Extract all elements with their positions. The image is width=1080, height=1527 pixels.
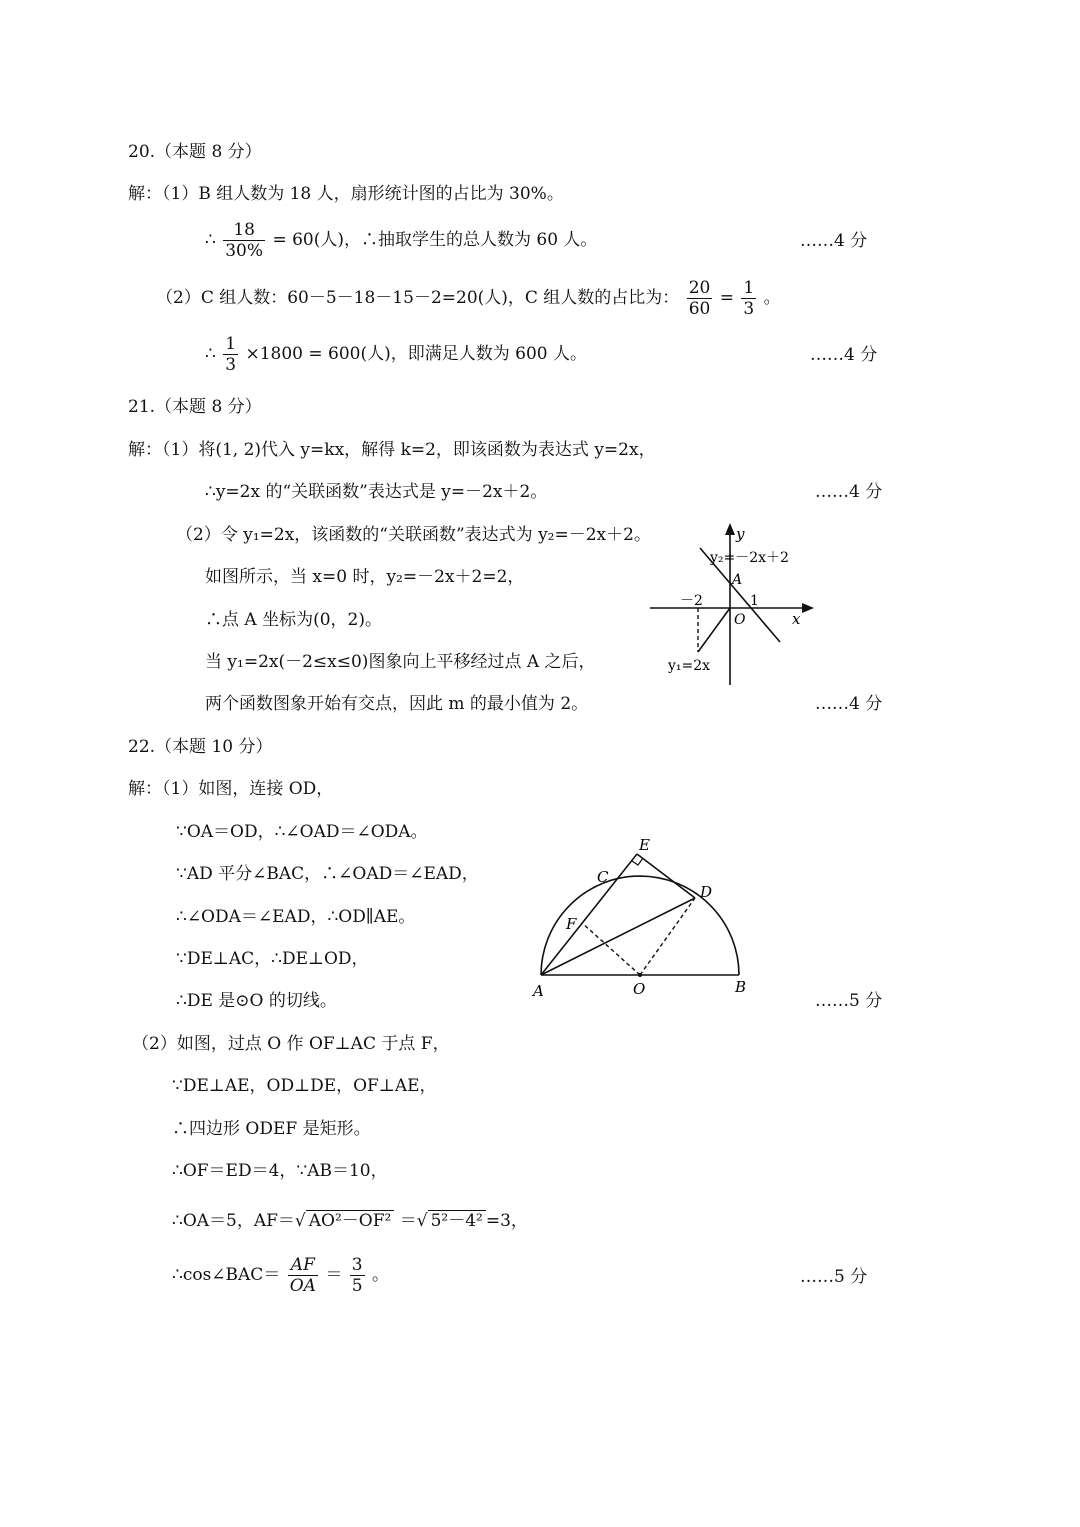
fraction-numerator: 1 [743,278,755,298]
fraction [288,1255,318,1296]
q22-score-2: ……5 分 [800,1267,868,1287]
equals: ＝ [325,1265,343,1285]
label-x: x [792,610,801,628]
dashed-OF [582,923,640,975]
sqrt-sign: √ [294,1211,306,1231]
fraction-numerator: AF [288,1255,318,1276]
line-y1 [698,608,730,652]
label-B: B [735,978,747,996]
period: 。 [372,1265,389,1285]
line-AE [541,854,637,975]
label-1: 1 [750,593,759,609]
label-y: y [736,525,745,543]
fraction-denominator: OA [289,1276,316,1296]
label-y1: y₁=2x [668,658,711,674]
label-O: O [734,612,746,628]
point-O [638,973,642,977]
q20-line4 [205,334,587,375]
q22-line7: （2）如图，过点 O 作 OF⊥AC 于点 F， [132,1034,450,1054]
q20-line3 [156,278,781,319]
q22-line12 [172,1255,389,1296]
line-AD [541,898,695,975]
q20-line2-text: = 60(人)，∴抽取学生的总人数为 60 人。 [272,230,598,250]
label-A: A [533,982,544,1000]
q22-heading: 22.（本题 10 分） [128,737,273,757]
q20-score-2: ……4 分 [810,345,878,365]
q21-score-2: ……4 分 [815,694,883,714]
therefore: ∴ [205,230,216,250]
q20-line2 [205,220,597,261]
label-A: A [732,572,743,588]
q20-line3-text: （2）C 组人数：60－5－18－15－2=20(人)，C 组人数的占比为： [156,288,680,308]
q22-score-1: ……5 分 [815,991,883,1011]
radicand: AO²－OF² [306,1210,395,1231]
q22-line11-text: ∴OA＝5，AF＝ [172,1211,295,1231]
q21-line6: 当 y₁=2x(－2≤x≤0)图象向上平移经过点 A 之后， [205,652,596,672]
q21-line3: （2）令 y₁=2x，该函数的“关联函数”表达式为 y₂=－2x＋2。 [176,525,651,545]
fraction-numerator: 20 [688,278,711,298]
fraction-denominator: 3 [743,299,755,319]
q22-line1: 解：（1）如图，连接 OD， [128,779,334,799]
q22-line6: ∴DE 是⊙O 的切线。 [176,991,337,1011]
fraction-denominator: 3 [225,355,237,375]
q22-line11-result: =3， [485,1211,528,1231]
q22-geometry-figure [525,830,765,1005]
fraction-numerator: 1 [225,334,237,354]
label-E: E [639,836,650,854]
q20-heading: 20.（本题 8 分） [128,142,262,162]
equals: ＝ [399,1211,417,1231]
fraction-numerator: 3 [351,1255,363,1275]
equals: = [719,288,735,308]
label-O: O [633,980,646,998]
label-D: D [700,883,713,901]
fraction-denominator: 30% [225,241,264,261]
q21-line5: ∴点 A 坐标为(0，2)。 [205,610,382,630]
fraction [223,220,265,261]
q22-line4: ∴∠ODA＝∠EAD，∴OD∥AE。 [176,907,416,927]
sqrt-sign: √ [416,1211,428,1231]
fraction [223,334,238,375]
q21-heading: 21.（本题 8 分） [128,397,262,417]
q20-line4-text: ×1800 = 600(人)，即满足人数为 600 人。 [245,344,587,364]
q22-line12-text: ∴cos∠BAC＝ [172,1265,281,1285]
q22-line3: ∵AD 平分∠BAC，∴∠OAD＝∠EAD， [176,864,479,884]
q21-score-1: ……4 分 [815,482,883,502]
fraction [350,1255,365,1296]
q22-line2: ∵OA＝OD，∴∠OAD＝∠ODA。 [176,822,428,842]
fraction [687,278,713,319]
label-F: F [566,915,577,933]
q21-line2: ∴y=2x 的“关联函数”表达式是 y=－2x＋2。 [205,482,548,502]
fraction-numerator: 18 [223,220,265,241]
fraction-denominator: 60 [688,299,711,319]
q22-line10: ∴OF＝ED＝4，∵AB＝10， [172,1161,388,1181]
q21-line1: 解：（1）将(1, 2)代入 y=kx，解得 k=2，即该函数为表达式 y=2x， [128,440,656,460]
q22-line5: ∵DE⊥AC，∴DE⊥OD， [176,949,369,969]
q22-line11 [172,1210,528,1232]
fraction-denominator: 5 [351,1276,363,1296]
therefore: ∴ [205,344,216,364]
fraction [741,278,756,319]
radicand: 5²－4² [428,1210,486,1231]
q21-line7: 两个函数图象开始有交点，因此 m 的最小值为 2。 [205,694,589,714]
label-C: C [597,868,609,886]
y-axis-arrow-icon [725,523,735,535]
label-neg2: －2 [680,593,703,609]
q20-score-1: ……4 分 [800,231,868,251]
q22-line8: ∵DE⊥AE，OD⊥DE，OF⊥AE， [172,1076,437,1096]
label-y2: y₂=－2x＋2 [710,550,789,566]
q22-line9: ∴四边形 ODEF 是矩形。 [172,1119,371,1139]
x-axis-arrow-icon [802,603,814,613]
q21-line4: 如图所示，当 x=0 时，y₂=－2x＋2=2， [205,567,525,587]
q20-line1: 解：（1）B 组人数为 18 人，扇形统计图的占比为 30%。 [128,184,564,204]
dashed-OD [640,898,695,975]
q21-graph-figure [640,520,830,690]
period: 。 [763,288,781,308]
